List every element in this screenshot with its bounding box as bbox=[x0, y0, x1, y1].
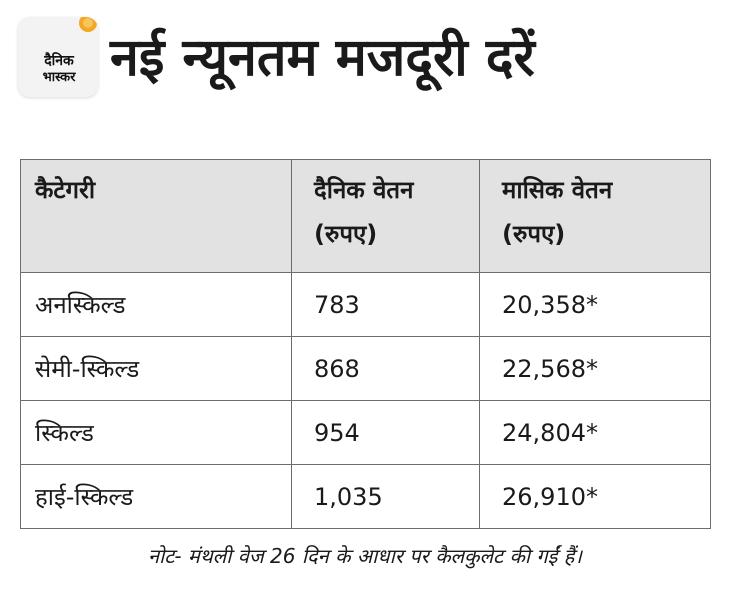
table-header-row bbox=[21, 160, 711, 273]
logo-text-line2: भास्कर bbox=[42, 70, 76, 85]
table-row bbox=[21, 273, 711, 337]
header-monthly-label: मासिक वेतन bbox=[502, 176, 613, 204]
category-cell: अनस्किल्ड bbox=[21, 273, 292, 337]
logo-text-line1: दैनिक bbox=[44, 53, 74, 69]
header-category-label: कैटेगरी bbox=[35, 176, 96, 204]
monthly-wage-cell: 22,568* bbox=[480, 337, 711, 401]
daily-wage-cell: 1,035 bbox=[292, 465, 480, 529]
wage-table bbox=[20, 159, 711, 529]
monthly-wage-cell: 26,910* bbox=[480, 465, 711, 529]
monthly-wage-cell: 20,358* bbox=[480, 273, 711, 337]
header-category bbox=[21, 160, 292, 273]
header-daily-unit: (रुपए) bbox=[314, 220, 378, 248]
monthly-wage-cell: 24,804* bbox=[480, 401, 711, 465]
page-title: नई न्यूनतम मजदूरी दरें bbox=[110, 28, 535, 88]
header-monthly-wage bbox=[480, 160, 711, 273]
table-row bbox=[21, 465, 711, 529]
daily-wage-cell: 868 bbox=[292, 337, 480, 401]
sun-icon bbox=[66, 17, 98, 43]
daily-wage-cell: 954 bbox=[292, 401, 480, 465]
category-cell: हाई-स्किल्ड bbox=[21, 465, 292, 529]
category-cell: स्किल्ड bbox=[21, 401, 292, 465]
footnote: नोट- मंथली वेज 26 दिन के आधार पर कैलकुलेट की गईं हैं। bbox=[147, 544, 583, 568]
header-daily-label: दैनिक वेतन bbox=[314, 176, 414, 204]
daily-wage-cell: 783 bbox=[292, 273, 480, 337]
header-daily-wage bbox=[292, 160, 480, 273]
header-monthly-unit: (रुपए) bbox=[502, 220, 566, 248]
table-row bbox=[21, 401, 711, 465]
category-cell: सेमी-स्किल्ड bbox=[21, 337, 292, 401]
brand-logo bbox=[18, 17, 98, 97]
table-row bbox=[21, 337, 711, 401]
